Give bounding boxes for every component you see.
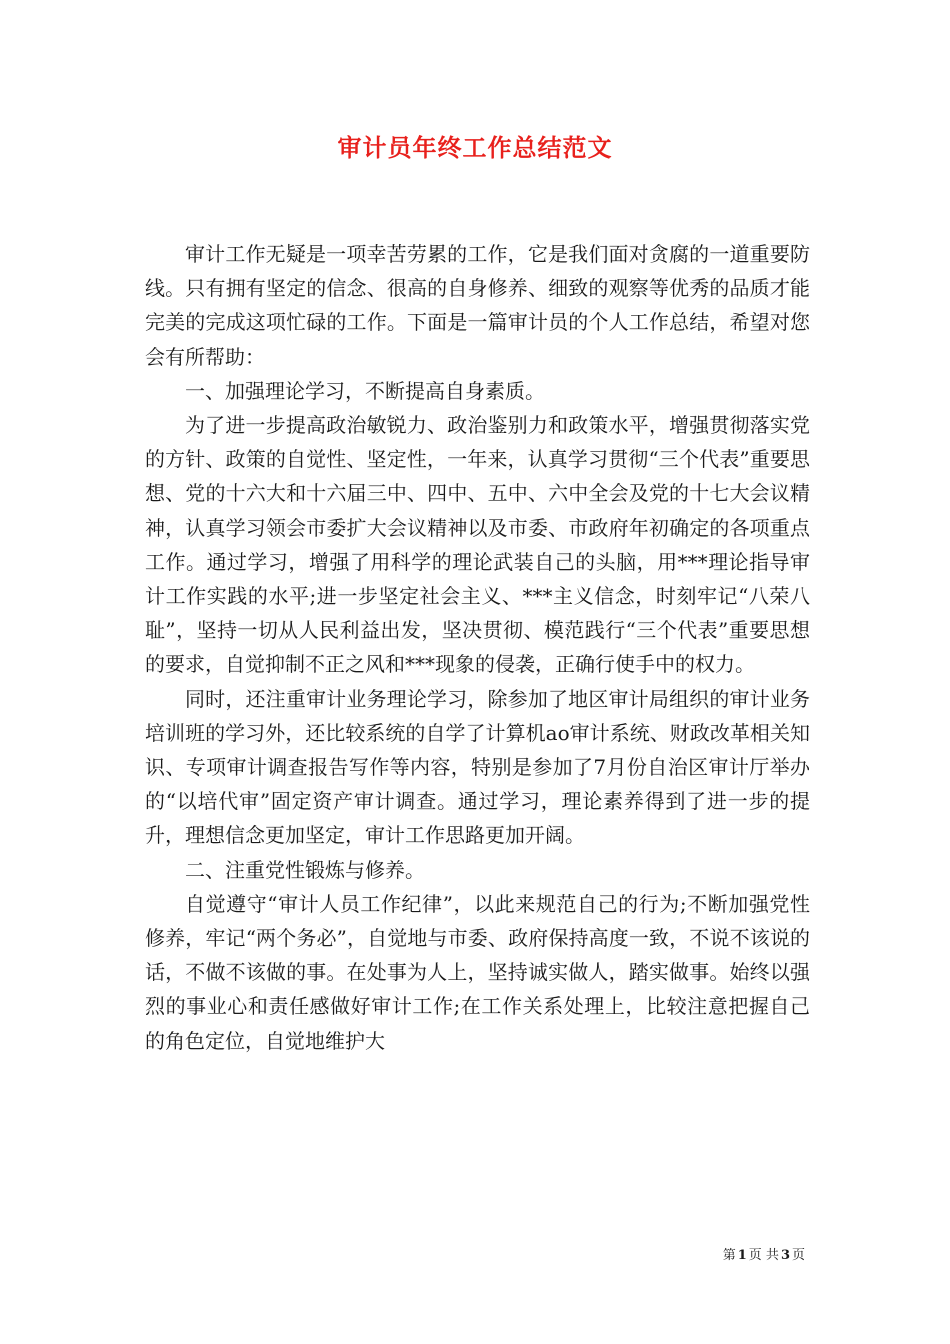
current-page-number: 1 <box>737 1248 747 1263</box>
section-heading-2: 二、注重党性锻炼与修养。 <box>185 857 425 882</box>
body-paragraph: 同时，还注重审计业务理论学习，除参加了地区审计局组织的审计业务培训班的学习外，还比较系统的自学了计算机ao审计系统、财政改革相关知识、专项审计调查报告写作等内容，特别是参加了7月份自治区审计厅举办的“以培代审”固定资产审计调查。通过学习，理论素养得到了进一步的提升，理想信念更加坚定，审计工作思路更加开阔。 <box>145 686 810 848</box>
total-page-count: 3 <box>780 1248 790 1263</box>
footer-prefix: 第 <box>722 1248 736 1263</box>
intro-paragraph: 审计工作无疑是一项幸苦劳累的工作，它是我们面对贪腐的一道重要防线。只有拥有坚定的信念、很高的自身修养、细致的观察等优秀的品质才能完美的完成这项忙碌的工作。下面是一篇审计员的个人工作总结，希望对您会有所帮助： <box>145 242 810 369</box>
body-paragraph: 为了进一步提高政治敏锐力、政治鉴别力和政策水平，增强贯彻落实党的方针、政策的自觉性、坚定性，一年来，认真学习贯彻“三个代表”重要思想、党的十六大和十六届三中、四中、五中、六中全会及党的十七大会议精神，认真学习领会市委扩大会议精神以及市委、市政府年初确定的各项重点工作。通过学习，增强了用科学的理论武装自己的头脑，用***理论指导审计工作实践的水平;进一步坚定社会主义、***主义信念，时刻牢记“八荣八耻”，坚持一切从人民利益出发，坚决贯彻、模范践行“三个代表”重要思想的要求，自觉抑制不正之风和***现象的侵袭，正确行使手中的权力。 <box>145 413 810 677</box>
page-title: 审计员年终工作总结范文 <box>337 133 613 162</box>
body-paragraph: 自觉遵守“审计人员工作纪律”，以此来规范自己的行为;不断加强党性修养，牢记“两个务必”，自觉地与市委、政府保持高度一致，不说不该说的话，不做不该做的事。在处事为人上，坚持诚实做人，踏实做事。始终以强烈的事业心和责任感做好审计工作;在工作关系处理上，比较注意把握自己的角色定位，自觉地维护大 <box>145 891 810 1053</box>
footer-middle: 页 共 <box>748 1248 779 1263</box>
page-number-footer <box>723 1246 805 1266</box>
section-heading-1: 一、加强理论学习，不断提高自身素质。 <box>185 378 545 403</box>
footer-suffix: 页 <box>791 1248 805 1263</box>
document-body <box>145 237 810 1058</box>
